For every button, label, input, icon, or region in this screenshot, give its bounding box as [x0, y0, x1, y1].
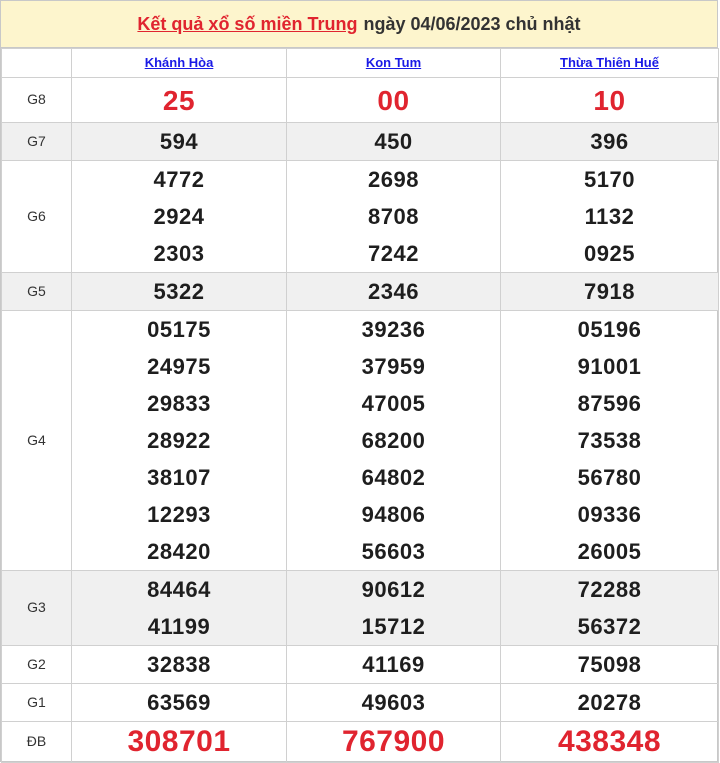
- prize-row-g4: [2, 311, 719, 571]
- prize-value-cell: [72, 78, 287, 123]
- prize-number: 594: [159, 129, 199, 154]
- prize-number: 767900: [341, 725, 446, 758]
- prize-number: 20278: [577, 690, 642, 715]
- prize-column-header: [2, 49, 72, 78]
- prize-number: 09336: [577, 502, 642, 527]
- results-table: [1, 48, 719, 763]
- prize-row-g1: [2, 684, 719, 722]
- prize-label: G6: [27, 207, 46, 224]
- prize-number: 68200: [361, 428, 426, 453]
- prize-value-cell: [72, 123, 287, 161]
- prize-row-g8: [2, 78, 719, 123]
- prize-value-cell: [72, 311, 287, 571]
- prize-label: ĐB: [26, 733, 47, 749]
- prize-number: 2346: [368, 279, 419, 304]
- prize-number: 8708: [368, 204, 419, 229]
- prize-number: 28922: [147, 428, 211, 453]
- prize-label: G3: [27, 599, 46, 615]
- prize-number: 39236: [361, 317, 426, 342]
- prize-number: 64802: [361, 465, 426, 490]
- prize-label: G1: [27, 693, 46, 710]
- prize-value-cell: [287, 161, 501, 273]
- prize-value-cell: [72, 722, 287, 763]
- prize-number: 29833: [147, 391, 211, 416]
- prize-value-cell: [287, 311, 501, 571]
- prize-value-cell: [287, 646, 501, 684]
- prize-label-cell: [2, 722, 72, 763]
- prize-value-cell: [287, 78, 501, 123]
- prize-label-cell: [2, 646, 72, 684]
- prize-value-cell: [501, 273, 719, 311]
- prize-value-cell: [72, 161, 287, 273]
- prize-number: 00: [377, 84, 410, 116]
- prize-row-g7: [2, 123, 719, 161]
- prize-number: 87596: [577, 391, 642, 416]
- prize-number: 2303: [153, 241, 205, 266]
- prize-number: 24975: [147, 354, 211, 379]
- results-date-text: ngày 04/06/2023 chủ nhật: [363, 13, 581, 34]
- prize-row-g3: [2, 571, 719, 646]
- prize-value-cell: [287, 571, 501, 646]
- province-link-khanh-hoa[interactable]: Khánh Hòa: [144, 55, 214, 70]
- prize-number: 450: [374, 129, 413, 154]
- prize-value-cell: [72, 273, 287, 311]
- prize-value-cell: [72, 684, 287, 722]
- prize-number: 41199: [147, 614, 211, 639]
- prize-value-cell: [501, 571, 719, 646]
- prize-label-cell: [2, 311, 72, 571]
- prize-number: 7242: [368, 241, 419, 266]
- prize-number: 05175: [147, 317, 211, 342]
- prize-label-cell: [2, 123, 72, 161]
- prize-number: 56603: [361, 539, 426, 564]
- province-link-kon-tum[interactable]: Kon Tum: [365, 55, 422, 70]
- prize-label-cell: [2, 161, 72, 273]
- prize-number: 94806: [361, 502, 426, 527]
- prize-label: G4: [27, 431, 46, 448]
- prize-number: 05196: [577, 317, 642, 342]
- prize-label: G7: [27, 132, 46, 149]
- prize-number: 438348: [557, 725, 662, 758]
- prize-row-g2: [2, 646, 719, 684]
- prize-label-cell: [2, 684, 72, 722]
- prize-number: 90612: [361, 577, 426, 602]
- prize-number: 7918: [584, 279, 635, 304]
- prize-number: 2924: [153, 204, 205, 229]
- prize-value-cell: [501, 684, 719, 722]
- province-header: [501, 49, 719, 78]
- prize-label-cell: [2, 78, 72, 123]
- prize-value-cell: [501, 722, 719, 763]
- prize-number: 38107: [147, 465, 211, 490]
- prize-label-cell: [2, 571, 72, 646]
- prize-value-cell: [501, 646, 719, 684]
- prize-number: 28420: [147, 539, 211, 564]
- prize-value-cell: [72, 571, 287, 646]
- prize-number: 308701: [127, 725, 231, 758]
- prize-value-cell: [501, 161, 719, 273]
- prize-value-cell: [501, 123, 719, 161]
- province-link-thua-thien-hue[interactable]: Thừa Thiên Huế: [560, 55, 659, 70]
- prize-number: 10: [593, 84, 626, 116]
- prize-number: 0925: [584, 241, 635, 266]
- prize-number: 12293: [147, 502, 211, 527]
- prize-number: 32838: [147, 652, 211, 677]
- province-header-row: [2, 49, 719, 78]
- prize-value-cell: [501, 78, 719, 123]
- prize-number: 25: [162, 84, 196, 116]
- region-results-link[interactable]: Kết quả xổ số miền Trung: [137, 13, 358, 34]
- prize-number: 2698: [368, 167, 419, 192]
- results-title: [1, 1, 717, 48]
- prize-value-cell: [287, 684, 501, 722]
- prize-number: 1132: [584, 204, 635, 229]
- prize-value-cell: [287, 273, 501, 311]
- prize-number: 91001: [577, 354, 642, 379]
- prize-number: 396: [590, 129, 629, 154]
- prize-label: G5: [27, 282, 46, 299]
- prize-number: 47005: [361, 391, 426, 416]
- province-header: [72, 49, 287, 78]
- prize-label: G2: [27, 655, 46, 672]
- prize-number: 72288: [577, 577, 642, 602]
- prize-value-cell: [72, 646, 287, 684]
- prize-number: 5170: [584, 167, 635, 192]
- province-header: [287, 49, 501, 78]
- prize-row-đb: [2, 722, 719, 763]
- prize-number: 84464: [147, 577, 211, 602]
- prize-row-g6: [2, 161, 719, 273]
- prize-number: 26005: [577, 539, 642, 564]
- prize-number: 73538: [577, 428, 642, 453]
- prize-value-cell: [287, 123, 501, 161]
- prize-number: 15712: [361, 614, 426, 639]
- prize-value-cell: [287, 722, 501, 763]
- prize-number: 56780: [577, 465, 642, 490]
- prize-number: 4772: [153, 167, 205, 192]
- prize-number: 49603: [361, 690, 426, 715]
- prize-number: 56372: [577, 614, 642, 639]
- prize-rows: [2, 78, 719, 763]
- prize-number: 37959: [361, 354, 426, 379]
- prize-value-cell: [501, 311, 719, 571]
- prize-number: 63569: [147, 690, 211, 715]
- prize-row-g5: [2, 273, 719, 311]
- prize-label: G8: [27, 91, 46, 107]
- prize-label-cell: [2, 273, 72, 311]
- prize-number: 41169: [362, 652, 425, 677]
- prize-number: 5322: [153, 279, 205, 304]
- prize-number: 75098: [577, 652, 642, 677]
